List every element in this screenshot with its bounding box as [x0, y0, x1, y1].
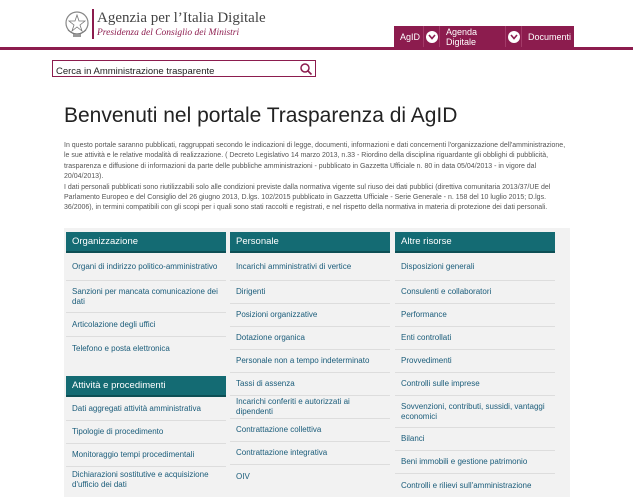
main-nav: [394, 26, 574, 47]
intro-paragraph: I dati personali pubblicati sono riutilizzabili solo alle condizioni previste dalla normativa vigente sul riuso dei dati pubblici (direttiva comunitaria 2013/37/UE del Parlamento Europeo e del Consiglio del 26 giugno 2013, D.lgs. 102/2015 pubblicato in Gazzetta Ufficiale - Serie Generale - n. 158 del 10 luglio 2015; D.lgs. 36/2006), in termini compatibili con gli scopi per i quali sono stati raccolti e registrati, e nel rispetto della normativa in materia di protezione dei dati personali.: [64, 183, 551, 212]
nav-agid-dropdown[interactable]: [424, 26, 440, 47]
intro-paragraph: In questo portale saranno pubblicati, raggruppati secondo le indicazioni di legge, documenti, informazioni e dati concernenti l'organizzazione dell'amministrazione, le sue attività e le relative modalità di realizzazione. ( Decreto Legislativo 14 marzo 2013, n.33 - Riordino della disciplina riguardante gli obblighi di pubblicità, trasparenza e diffusione di informazioni da parte delle pubbliche amministrazioni - pubblicato in Gazzetta Ufficiale n. 80 in data 05/04/2013 - in vigore dal 20/04/2013).: [64, 142, 566, 181]
section-header-organizzazione[interactable]: Organizzazione: [66, 232, 226, 253]
list-item[interactable]: Tipologie di procedimento: [66, 421, 226, 444]
column-altre-risorse: [395, 232, 555, 497]
section-header-altre-risorse[interactable]: Altre risorse: [395, 232, 555, 253]
nav-label: Agenda Digitale: [446, 26, 478, 47]
nav-agenda-dropdown[interactable]: [506, 26, 522, 47]
list-item[interactable]: Contrattazione integrativa: [230, 442, 390, 465]
org-subtitle: Presidenza del Consiglio dei Ministri: [97, 28, 240, 38]
section-header-personale[interactable]: Personale: [230, 232, 390, 253]
nav-label: Documenti: [528, 31, 572, 42]
column-spacer: [66, 361, 226, 376]
list-item[interactable]: Contrattazione collettiva: [230, 419, 390, 442]
list-item[interactable]: Beni immobili e gestione patrimonio: [395, 451, 555, 474]
nav-label: AgID: [400, 31, 421, 42]
list-item[interactable]: Telefono e posta elettronica: [72, 344, 170, 353]
list-item[interactable]: Consulenti e collaboratori: [395, 281, 555, 304]
list-item[interactable]: Dati aggregati attività amministrativa: [66, 397, 226, 421]
list-item[interactable]: Sanzioni per mancata comunicazione dei dati: [66, 281, 226, 313]
chevron-down-icon: [508, 31, 520, 43]
nav-item-agenda-digitale[interactable]: [440, 26, 506, 47]
search-icon[interactable]: [299, 62, 313, 76]
list-item[interactable]: Monitoraggio tempi procedimentali: [66, 444, 226, 467]
column-organizzazione: [66, 232, 226, 493]
italian-republic-emblem-icon[interactable]: [64, 10, 90, 38]
list-item[interactable]: Incarichi conferiti e autorizzati ai dipendenti: [230, 396, 390, 419]
list-item[interactable]: Controlli sulle imprese: [395, 373, 555, 396]
list-item[interactable]: Disposizioni generali: [395, 253, 555, 281]
brand-divider: [92, 9, 94, 39]
search-input[interactable]: [53, 64, 293, 79]
list-item[interactable]: Provvedimenti: [395, 350, 555, 373]
chevron-down-icon: [426, 31, 438, 43]
header-bottom-border: [0, 47, 633, 50]
org-name[interactable]: Agenzia per l’Italia Digitale: [97, 10, 266, 26]
intro-text: [64, 141, 572, 214]
page-title: Benvenuti nel portale Trasparenza di AgID: [64, 104, 458, 127]
list-item[interactable]: Organi di indirizzo politico-amministrativo: [66, 253, 226, 281]
list-item[interactable]: Dirigenti: [230, 281, 390, 304]
sections-grid: [64, 228, 570, 497]
list-item[interactable]: Dichiarazioni sostitutive e acquisizione d'ufficio dei dati: [72, 470, 209, 489]
list-item[interactable]: Dotazione organica: [230, 327, 390, 350]
nav-item-documenti[interactable]: [522, 26, 574, 47]
nav-item-agid[interactable]: [394, 26, 424, 47]
list-item[interactable]: Tassi di assenza: [230, 373, 390, 396]
list-item[interactable]: Sovvenzioni, contributi, sussidi, vantaggi economici: [395, 396, 555, 428]
list-item[interactable]: Bilanci: [395, 428, 555, 451]
column-personale: [230, 232, 390, 488]
list-item[interactable]: Controlli e rilievi sull'amministrazione: [401, 480, 532, 490]
section-header-attivita[interactable]: Attività e procedimenti: [66, 376, 226, 397]
list-item[interactable]: Articolazione degli uffici: [66, 313, 226, 337]
list-item[interactable]: Posizioni organizzative: [230, 304, 390, 327]
list-item[interactable]: Performance: [395, 304, 555, 327]
search-box: [52, 60, 316, 77]
list-item[interactable]: Enti controllati: [395, 327, 555, 350]
list-item[interactable]: Personale non a tempo indeterminato: [230, 350, 390, 373]
list-item[interactable]: OIV: [236, 471, 250, 481]
list-item[interactable]: Incarichi amministrativi di vertice: [230, 253, 390, 281]
